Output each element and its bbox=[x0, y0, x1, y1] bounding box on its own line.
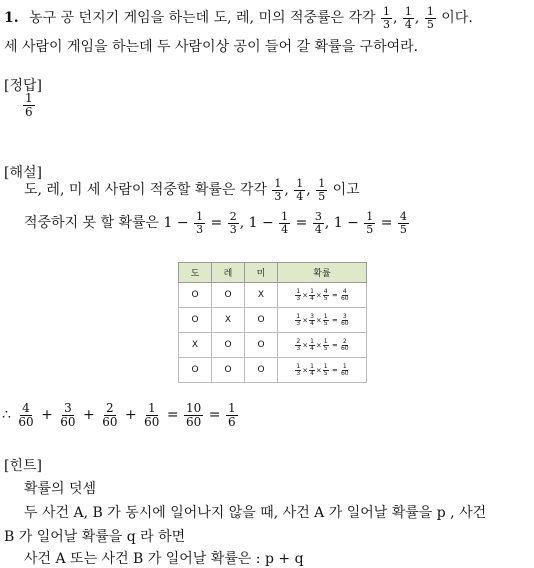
miss-one-minus: 1 − bbox=[163, 215, 194, 232]
miss-rhs-fraction-den: 5 bbox=[399, 222, 407, 236]
table-product-fraction-den: 3 bbox=[296, 294, 301, 302]
table-result-fraction bbox=[341, 314, 349, 327]
hint-line-3: 사건 A 또는 사건 B 가 일어날 확률은 : p + q bbox=[24, 551, 304, 567]
table-product-fraction-den: 3 bbox=[296, 369, 301, 377]
solution-tail: 이고 bbox=[332, 182, 360, 199]
problem-tail: 이다. bbox=[441, 10, 473, 27]
sum-total-fraction bbox=[184, 402, 203, 428]
table-cell: X bbox=[212, 308, 245, 333]
equals-sign: = bbox=[329, 291, 340, 299]
sum-total-fraction-den: 60 bbox=[186, 414, 202, 429]
table-cell: O bbox=[179, 308, 212, 333]
hint-label: [힌트] bbox=[4, 458, 42, 474]
table-product-fraction bbox=[295, 314, 301, 327]
problem-fraction-0-num: 1 bbox=[383, 5, 391, 18]
table-product-fraction-num: 3 bbox=[310, 312, 314, 320]
miss-rhs-fraction-num: 4 bbox=[399, 210, 407, 223]
sum-result-fraction-num: 1 bbox=[227, 401, 236, 415]
table-result-fraction-den: 60 bbox=[340, 344, 349, 352]
miss-lhs-fraction-den: 4 bbox=[281, 222, 289, 236]
times-sign: × bbox=[302, 341, 309, 349]
hit-fraction-0 bbox=[272, 178, 283, 202]
hit-fraction-2-num: 1 bbox=[318, 177, 326, 190]
table-probability-cell bbox=[278, 283, 367, 308]
table-cell: X bbox=[179, 333, 212, 358]
miss-comma: , bbox=[324, 215, 330, 232]
problem-fraction-comma: , bbox=[414, 10, 424, 27]
problem-line-1 bbox=[4, 6, 473, 30]
problem-number: 1. bbox=[4, 10, 19, 27]
solution-label: [해설] bbox=[4, 165, 42, 181]
miss-rhs-fraction bbox=[228, 211, 239, 235]
table-cell: O bbox=[212, 358, 245, 383]
table-product-fraction bbox=[309, 289, 315, 302]
miss-lhs-fraction bbox=[194, 211, 205, 235]
table-probability-cell bbox=[278, 308, 367, 333]
problem-fraction-1 bbox=[403, 6, 414, 30]
table-result-fraction bbox=[341, 289, 349, 302]
answer-label: [정답] bbox=[4, 78, 42, 94]
miss-comma: , bbox=[239, 215, 245, 232]
table-header-cell: 도 bbox=[179, 263, 212, 283]
hint-title: 확률의 덧셈 bbox=[24, 481, 97, 497]
table-result-fraction-num: 4 bbox=[342, 287, 347, 295]
hit-fraction-2-den: 5 bbox=[318, 189, 326, 203]
miss-lhs-fraction bbox=[364, 211, 375, 235]
table-result-fraction bbox=[341, 364, 349, 377]
table-product-fraction bbox=[309, 339, 315, 352]
problem-fraction-2-num: 1 bbox=[426, 5, 434, 18]
miss-rhs-fraction-num: 2 bbox=[229, 210, 237, 223]
equals-sign: = bbox=[329, 366, 340, 374]
table-product-fraction bbox=[309, 364, 315, 377]
table-product-fraction-den: 3 bbox=[296, 344, 301, 352]
table-product-fraction bbox=[295, 339, 301, 352]
times-sign: × bbox=[315, 316, 322, 324]
times-sign: × bbox=[315, 291, 322, 299]
times-sign: × bbox=[315, 341, 322, 349]
table-product-fraction-num: 1 bbox=[323, 362, 328, 370]
miss-rhs-fraction bbox=[398, 211, 409, 235]
table-result-fraction bbox=[341, 339, 349, 352]
table-product-fraction bbox=[323, 289, 329, 302]
table-product-fraction-num: 1 bbox=[310, 362, 314, 370]
table-header-row bbox=[179, 263, 367, 283]
miss-lhs-fraction-num: 1 bbox=[366, 210, 374, 223]
miss-rhs-fraction-den: 3 bbox=[229, 222, 237, 236]
table-product-fraction-den: 4 bbox=[310, 319, 314, 327]
table-cell: O bbox=[245, 333, 278, 358]
therefore-sign: ∴ bbox=[2, 407, 16, 424]
miss-lhs-fraction-den: 5 bbox=[366, 222, 374, 236]
table-cell: O bbox=[179, 358, 212, 383]
hit-fraction-1-num: 1 bbox=[296, 177, 304, 190]
table-body bbox=[179, 283, 367, 383]
sum-term-fraction-num: 3 bbox=[64, 401, 72, 415]
miss-rhs-fraction-num: 3 bbox=[314, 210, 322, 223]
equals-sign: = bbox=[329, 316, 340, 324]
plus-sign: + bbox=[120, 407, 142, 424]
table-product-fraction-num: 1 bbox=[323, 312, 328, 320]
table-product-fraction-num: 1 bbox=[296, 312, 301, 320]
sum-term-fraction-den: 60 bbox=[60, 414, 76, 429]
sum-term-fraction-num: 2 bbox=[106, 401, 114, 415]
table-product-fraction bbox=[323, 339, 329, 352]
table-cell: O bbox=[212, 333, 245, 358]
sum-term-fraction bbox=[16, 402, 35, 428]
problem-text: 농구 공 던지기 게임을 하는데 도, 레, 미의 적중률은 각각 bbox=[29, 10, 376, 27]
miss-lhs-fraction-num: 1 bbox=[196, 210, 204, 223]
table-result-fraction-num: 2 bbox=[342, 337, 347, 345]
table-product-fraction-den: 4 bbox=[310, 369, 314, 377]
hit-fraction-comma: , bbox=[306, 182, 316, 199]
probability-table bbox=[178, 262, 367, 383]
solution-line-2 bbox=[24, 211, 410, 235]
solution-text-2: 적중하지 못 할 확률은 bbox=[24, 215, 160, 232]
table-product-fraction bbox=[323, 364, 329, 377]
equals-sign: = bbox=[204, 407, 225, 424]
plus-sign: + bbox=[36, 407, 58, 424]
table-header-cell: 레 bbox=[212, 263, 245, 283]
table-product-fraction-den: 3 bbox=[296, 319, 301, 327]
problem-line-2: 세 사람이 게임을 하는데 두 사람이상 공이 들어 갈 확률을 구하여라. bbox=[4, 39, 419, 55]
table-product-fraction-num: 2 bbox=[296, 337, 301, 345]
table-product-fraction-den: 4 bbox=[310, 294, 314, 302]
sum-term-fraction bbox=[100, 402, 119, 428]
solution-text-1: 도, 레, 미 세 사람이 적중할 확률은 각각 bbox=[24, 182, 267, 199]
problem-fraction-2-den: 5 bbox=[426, 17, 434, 31]
equals-sign: = bbox=[162, 407, 184, 424]
problem-fraction-comma: , bbox=[393, 10, 402, 27]
equals-sign: = bbox=[329, 341, 340, 349]
miss-lhs-fraction-den: 3 bbox=[196, 222, 204, 236]
table-cell: X bbox=[245, 283, 278, 308]
hint-line-2: B 가 일어날 확률을 q 라 하면 bbox=[4, 529, 186, 545]
table-header-cell: 확률 bbox=[278, 263, 367, 283]
hit-fraction-1-den: 4 bbox=[296, 189, 304, 203]
miss-lhs-fraction-num: 1 bbox=[281, 210, 289, 223]
table-product-fraction-num: 1 bbox=[310, 337, 314, 345]
table-product-fraction bbox=[295, 364, 301, 377]
table-cell: O bbox=[212, 283, 245, 308]
table-result-fraction-den: 60 bbox=[340, 319, 349, 327]
sum-term-fraction bbox=[58, 402, 77, 428]
answer-num: 1 bbox=[25, 91, 33, 105]
hit-fraction-1 bbox=[294, 178, 305, 202]
table-row bbox=[179, 358, 367, 383]
times-sign: × bbox=[302, 366, 309, 374]
problem-fraction-0 bbox=[381, 6, 392, 30]
problem-fraction-2 bbox=[425, 6, 436, 30]
hit-fraction-0-den: 3 bbox=[274, 189, 282, 203]
sum-term-fraction-num: 4 bbox=[22, 401, 30, 415]
table-product-fraction bbox=[323, 314, 329, 327]
hit-fraction-2 bbox=[316, 178, 327, 202]
table-result-fraction-num: 1 bbox=[342, 362, 347, 370]
times-sign: × bbox=[302, 291, 309, 299]
sum-total-fraction-num: 10 bbox=[186, 401, 202, 415]
answer-den: 6 bbox=[25, 104, 33, 119]
table-product-fraction-num: 1 bbox=[296, 362, 301, 370]
miss-one-minus: 1 − bbox=[329, 215, 364, 232]
table-row bbox=[179, 283, 367, 308]
hit-fraction-0-num: 1 bbox=[274, 177, 282, 190]
table-cell: O bbox=[245, 308, 278, 333]
table-probability-cell bbox=[278, 358, 367, 383]
sum-term-fraction-den: 60 bbox=[18, 414, 34, 429]
table-product-fraction bbox=[295, 289, 301, 302]
table-product-fraction-den: 5 bbox=[323, 369, 328, 377]
times-sign: × bbox=[315, 366, 322, 374]
table-probability-cell bbox=[278, 333, 367, 358]
table-result-fraction-num: 3 bbox=[342, 312, 347, 320]
problem-fraction-0-den: 3 bbox=[383, 17, 391, 31]
probability-table-wrap bbox=[178, 262, 367, 383]
hint-line-1: 두 사건 A, B 가 동시에 일어나지 않을 때, 사건 A 가 일어날 확률을 p , 사건 bbox=[24, 505, 487, 521]
table-product-fraction-num: 1 bbox=[310, 287, 314, 295]
table-product-fraction-num: 4 bbox=[323, 287, 328, 295]
table-product-fraction-num: 1 bbox=[323, 337, 328, 345]
hit-fraction-comma: , bbox=[284, 182, 294, 199]
sum-term-fraction-den: 60 bbox=[102, 414, 118, 429]
sum-term-fraction-den: 60 bbox=[144, 414, 160, 429]
answer-value bbox=[22, 92, 36, 118]
solution-fractions bbox=[271, 177, 328, 203]
miss-one-minus: 1 − bbox=[244, 215, 279, 232]
table-cell: O bbox=[179, 283, 212, 308]
table-result-fraction-den: 60 bbox=[340, 294, 349, 302]
plus-sign: + bbox=[78, 407, 100, 424]
sum-equation bbox=[2, 402, 239, 428]
table-product-fraction-den: 5 bbox=[323, 344, 328, 352]
table-row bbox=[179, 308, 367, 333]
table-product-fraction-num: 1 bbox=[296, 287, 301, 295]
equals-sign: = bbox=[291, 215, 312, 232]
miss-lhs-fraction bbox=[279, 211, 290, 235]
miss-rhs-fraction bbox=[313, 211, 324, 235]
problem-fraction-1-den: 4 bbox=[404, 17, 412, 31]
table-product-fraction-den: 5 bbox=[323, 319, 328, 327]
problem-fractions bbox=[380, 5, 437, 31]
table-header-cell: 미 bbox=[245, 263, 278, 283]
solution-line-1 bbox=[24, 178, 360, 202]
sum-term-fraction bbox=[142, 402, 161, 428]
table-row bbox=[179, 333, 367, 358]
table-result-fraction-den: 60 bbox=[340, 369, 349, 377]
equals-sign: = bbox=[376, 215, 397, 232]
sum-term-fraction-num: 1 bbox=[147, 401, 156, 415]
miss-rhs-fraction-den: 4 bbox=[314, 222, 322, 236]
times-sign: × bbox=[302, 316, 309, 324]
table-product-fraction bbox=[309, 314, 315, 327]
table-cell: O bbox=[245, 358, 278, 383]
miss-probabilities bbox=[163, 210, 410, 236]
equals-sign: = bbox=[206, 215, 227, 232]
problem-fraction-1-num: 1 bbox=[404, 5, 412, 18]
sum-result-fraction-den: 6 bbox=[227, 414, 236, 429]
table-product-fraction-den: 4 bbox=[310, 344, 314, 352]
table-product-fraction-den: 5 bbox=[323, 294, 328, 302]
sum-result-fraction bbox=[226, 402, 238, 428]
